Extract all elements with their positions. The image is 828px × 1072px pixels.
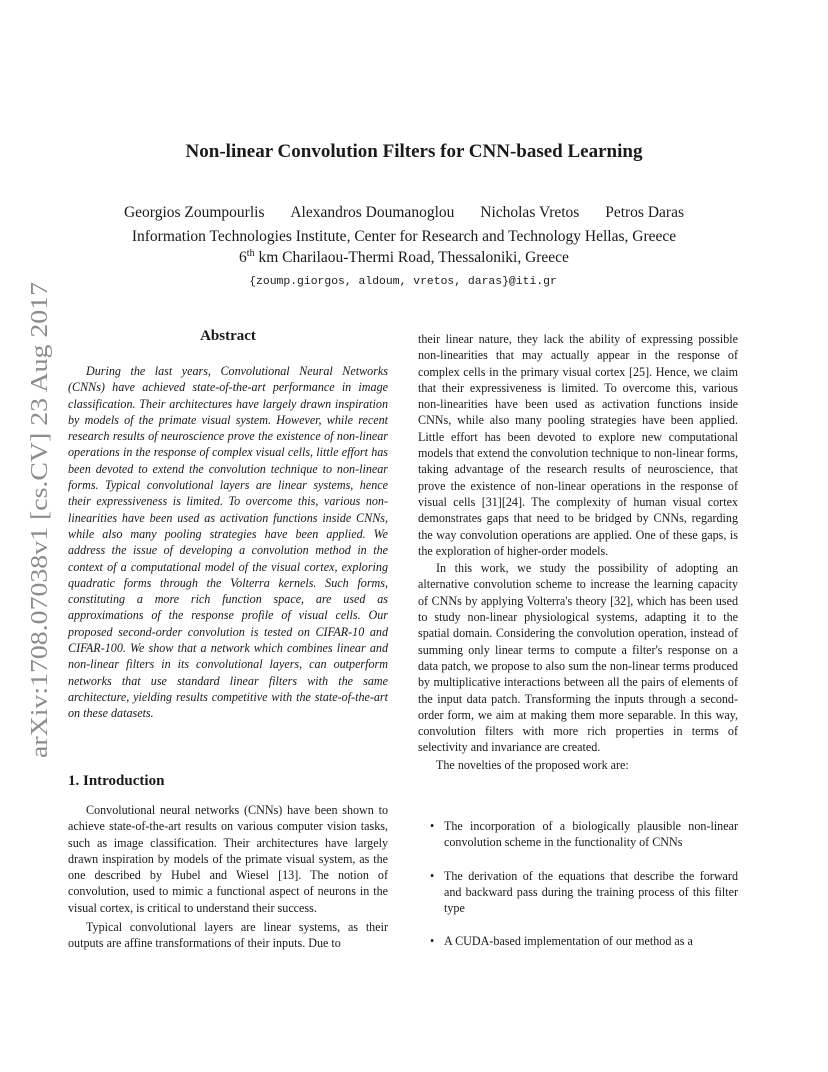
right-paragraph-3: The novelties of the proposed work are:	[436, 757, 629, 772]
novelties-list	[418, 818, 738, 950]
author-name: Georgios Zoumpourlis	[123, 204, 265, 221]
citation-link[interactable]: [32]	[610, 593, 631, 608]
bullet-icon: •	[430, 868, 435, 883]
intro-text: Convolutional neural networks (CNNs) have been shown to achieve state-of-the-art results on various computer vision tasks, such as image classification. Their architectures have largely drawn inspiration by models of the primate visual system, as the one described by Hubel and Wiesel	[68, 803, 388, 883]
citation-link[interactable]: [25]	[628, 364, 650, 379]
abstract-text: During the last years, Convolutional Neural Networks (CNNs) have achieved state-of-the-art performance in image classification. Their architectures have largely drawn inspiration by models of the primate visual system. However, while recent research results of neuroscience prove the existence of non-linear operations in the response of complex visual cells, little effort has been devoted to extend the convolution technique to non-linear forms. Typical convolutional layers are linear systems, hence their expressiveness is limited. To overcome this, various non-linearities have been used as activation functions inside CNNs, while also many pooling strategies have been applied. We address the issue of developing a convolution method in the context of a computational model of the visual cortex, exploring quadratic forms through the Volterra kernels. Such forms, constituting a more rich function space, are used as approximations of the response profile of visual cells. Our proposed second-order convolution is tested on CIFAR-10 and CIFAR-100. We show that a network which combines linear and non-linear filters in its convolutional layers, can outperform networks that use standard linear filters with the same architecture, yielding results competitive with the state-of-the-art on these datasets.	[68, 364, 388, 721]
list-item-text: The derivation of the equations that describe the forward and backward pass during the training process of this filter type	[444, 868, 738, 916]
arxiv-stamp-svg	[19, 282, 55, 758]
author-list	[0, 204, 808, 222]
list-item	[418, 868, 738, 917]
author-name: Alexandros Doumanoglou	[290, 204, 455, 221]
list-item-text: A CUDA-based implementation of our method as a	[444, 934, 693, 949]
intro-paragraph-2: Typical convolutional layers are linear systems, as their outputs are affine transformations of their inputs. Due to	[68, 920, 388, 951]
author-name: Petros Daras	[605, 204, 684, 221]
introduction-body	[68, 802, 388, 952]
citation-link[interactable]: [13]	[278, 868, 299, 883]
address-street: km Charilaou-Thermi Road, Thessaloniki, Greece	[254, 249, 569, 266]
list-item	[418, 933, 738, 949]
abstract-body	[68, 363, 388, 722]
body-text: . Hence, we claim that their expressiveness is limited. To overcome this, various non-linearities have been used as activation functions inside CNNs, while also many pooling strategies have been applied. Little effort has been devoted to explore new computational models that extend the convolution technique to non-linear forms, taking advantage of the research results of neuroscience, that prove the existence of non-linear operations in the response of visual cells	[418, 364, 738, 509]
address	[0, 249, 808, 267]
address-ordinal: th	[246, 248, 255, 259]
abstract-heading: Abstract	[200, 328, 256, 344]
author-name: Nicholas Vretos	[480, 204, 580, 221]
affiliation: Information Technologies Institute, Center for Research and Technology Hellas, Greece	[131, 228, 677, 245]
bullet-icon: •	[430, 934, 435, 949]
right-column-body	[418, 331, 738, 773]
introduction-heading: 1. Introduction	[68, 773, 165, 789]
body-text: , which has been used to study non-linear physiological systems, adapting it to the spatial domain. Considering the convolution operation, instead of summing only linear terms to compute a filter's response on a data patch, we propose to also sum the non-linear terms produced by multiplicative interactions between all the pairs of elements of the input data patch. Transforming the inputs through a second-order form, we aim at making them more separable. In this way, convolution filters with more rich properties in terms of selectivity and invariance are created.	[418, 593, 738, 755]
list-item-text: The incorporation of a biologically plausible non-linear convolution scheme in the functionality of CNNs	[444, 819, 738, 850]
body-text: In this work, we study the possibility of adopting an alternative convolution scheme to increase the learning capacity of CNNs by applying Volterra's theory	[418, 561, 738, 608]
intro-text: . The notion of convolution, used to mimic a functional aspect of neurons in the visual cortex, is critical to understand their success.	[68, 868, 388, 915]
body-text: . The complexity of human visual cortex demonstrates gaps that need to be bridged by CNNs, regarding the way convolution operations are applied. One of these gaps, is the exploration of higher-order models.	[418, 494, 738, 558]
right-paragraph-1	[418, 331, 738, 559]
arxiv-stamp	[19, 282, 55, 758]
citation-link[interactable]: [31][24]	[481, 494, 522, 509]
address-number: 6	[239, 249, 247, 266]
right-paragraph-2	[418, 560, 738, 756]
body-text: their linear nature, they lack the ability of expressing possible non-linearities that may actually appear in the response of complex cells in the primary visual cortex	[418, 332, 738, 379]
author-emails: {zoump.giorgos, aldoum, vretos, daras}@iti.gr	[249, 276, 557, 288]
bullet-icon: •	[430, 819, 435, 833]
paper-title: Non-linear Convolution Filters for CNN-based Learning	[185, 141, 643, 162]
list-item	[418, 818, 738, 851]
arxiv-id-text: arXiv:1708.07038v1 [cs.CV] 23 Aug 2017	[26, 338, 53, 758]
intro-paragraph-1	[68, 802, 388, 916]
